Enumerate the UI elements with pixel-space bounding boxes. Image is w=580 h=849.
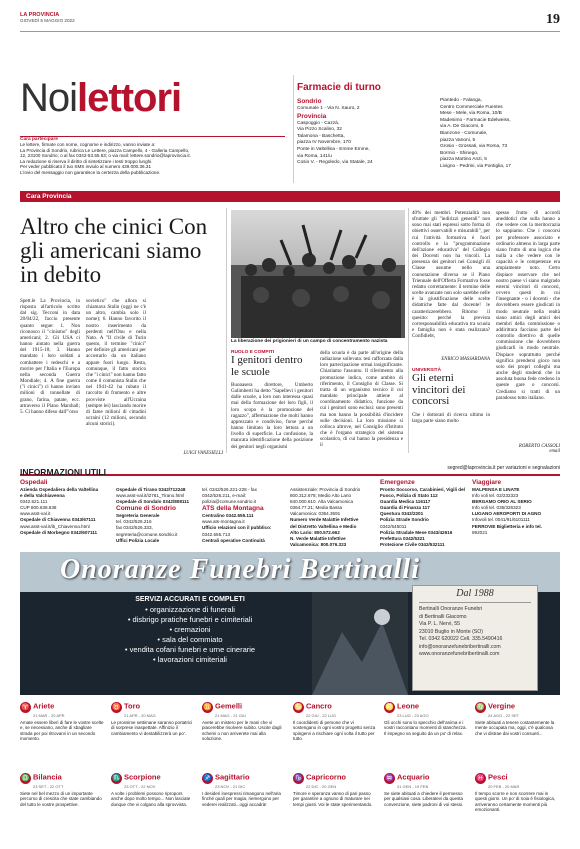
zodiac-text: Siete nel bel mezzo di un importante percorso di crescita che state cambiando del tutto le vostre prospettive.: [20, 790, 102, 807]
farmacie-sondrio-line: Comunale 1 - Via N. Sauro, 2: [297, 106, 360, 111]
zodiac-icon: ♊: [203, 704, 212, 711]
article-genitori-kicker: RUOLO E COMPITI: [231, 350, 275, 355]
zodiac-header: [384, 773, 468, 784]
contact-line: Per veder pubblicato il tuo SMS inviulo al numero 439.000.36.31: [20, 164, 152, 170]
info-emergenze: [380, 479, 466, 548]
zodiac-icon: ♐: [203, 775, 212, 782]
zodiac-icon: ♉: [112, 704, 121, 711]
signature-email: email: [549, 449, 560, 454]
article-concorsi-col2: spesso frutto di accordi aneddotici che sulla hanno a che vedere con la meritocrazia lo sappiamo. Che i concorsi per professore associato e ordinario almeno in larga parte siano frutto di una logica che nulla a che vedere con le capacità e le competenze era ampiamente noto. Certo dispiace osservare che nel nostro paese vi siano malgrado esterni vincitori di concorsi, ovvero questi in cui l'insegnante - o i docenti - che dovrebbero essere giudicati in modo neutrale nella realtà siano amici degli amici dei membri della commissione o addirittura facciano parte del controllo direttivo di quelle commissione che dovrebbero giudicarli in modo neutrale. Dispiace soprattutto perché significa prendersi gioco non solo dei propri colleghi ma anche degli studenti che in assoluta buona fede credono in queste gare o concorsi. Crediamo si tratti di un paradosso tutto italiano.: [496, 210, 560, 401]
contact-line: Le lettere, firmate con nome, cognome e indirizzo, vanno inviate a:: [20, 142, 156, 147]
info-line: Centrali operative Continuità: [202, 537, 265, 543]
info-line: Segreteria Generale: [116, 513, 160, 519]
info-line: CUP 800.638.638: [20, 505, 57, 511]
section-title: [20, 78, 181, 118]
ad-services-title: SERVIZI ACCURATI E COMPLETI: [135, 596, 245, 603]
section-title-lettori: lettori: [77, 76, 182, 120]
ad-contact-line: info@onoranzefunebribertinalli.com: [419, 643, 501, 650]
zodiac-icon: ♍: [476, 704, 485, 711]
article-concorsi: [412, 368, 490, 424]
farmacia-item: Caspoggio - Cazzà,: [297, 120, 340, 126]
zodiac-dates: 23 OTT - 22 NOV: [124, 784, 156, 789]
article-genitori: [231, 350, 313, 457]
info-ats-heading: ATS della Montagna: [202, 505, 264, 513]
main-letter-col2-text: sovietico" che allora si chiamava Stalin (oggi ne c'è un altro, cambia solo il nome); 6. Hanno favorito il nostro inserimento da perdenti nell'Onu e nella Nato. A "Il civile di Turin questo, il termine "cinici" per definire gli americani per accostarlo da un italiano appare fuori luogo. Resta, comunque, il fatto storico che "i cinici" non hanno fatto come il comunista Stalin che nel 1941-42 ha rubato il raccolto di frumento e altre provviste all'Ucraina (sempre lei) lasciando morire di fame milioni di cittadini ucraini (12 milioni, secondo alcuni storici).: [86, 298, 146, 428]
info-viaggiare-heading: Viaggiare: [472, 479, 502, 486]
farmacie-provincia-heading: Provincia: [297, 112, 327, 120]
zodiac-header: [475, 702, 559, 713]
info-title: INFORMAZIONI UTILI: [20, 467, 106, 477]
signature-name: ROBERTO CASSOLI: [518, 444, 560, 449]
zodiac-header: [475, 773, 559, 784]
info-line: Info voli tel. 02/232323: [472, 493, 519, 499]
ad-contact-line: di Bertinalli Giacomo: [419, 613, 467, 620]
info-line: del Distretto Valtellina e Medio: [290, 523, 357, 529]
info-col2-lines: [116, 487, 198, 505]
zodiac-dates: 23 LUG - 23 AGO: [397, 713, 429, 718]
info-ats-lines: [202, 513, 284, 543]
info-line: Guardia Medica 116117: [380, 499, 431, 505]
zodiac-header: [111, 773, 195, 784]
info-line: Infovoli tel. 0041/91/6101111: [472, 517, 530, 523]
zodiac-header: [202, 702, 286, 713]
info-ospedali-heading: Ospedali: [20, 479, 48, 486]
funeral-ad: [20, 552, 560, 695]
info-line: MALPENSA E LINATE: [472, 487, 520, 492]
zodiac-text: Le prossime settimane saranno portatrici di sorprese inaspettate. Affinizio il cambiamento vi destabilizzerà un po'.: [111, 719, 193, 736]
zodiac-header: [293, 702, 377, 713]
info-line: Polizia Stradale Mese 0343/42616: [380, 529, 453, 535]
ad-contact-line: www.onoranzefunebribertinalli.com: [419, 651, 500, 657]
zodiac-dates: 23 NOV - 21 DIC: [215, 784, 246, 789]
article-genitori-title: I genitori dentro le scuole: [231, 354, 303, 378]
farmacie-sondrio-heading: Sondrio: [297, 98, 322, 105]
zodiac-sign: [202, 702, 286, 742]
zodiac-name: Leone: [397, 701, 420, 711]
zodiac-dates: 21 MAR - 20 APR: [33, 713, 65, 718]
farmacie-col1: [297, 98, 427, 167]
zodiac-header: [111, 702, 195, 713]
zodiac-header: [20, 702, 104, 713]
article-genitori-col2: della scuola è da parte all'origine della radiazione sollevata: tesi rafforzata dalla loro partecipazione ormai insignificante. Chiariamo l'assunto. Il riferimento alla promozione indica, come ambito di riferimento, il Consiglio di Classe. Si tratta di un organismo tecnico il cui mandato principale attiene al coordinamento didattico, funzione da cui i genitori sono esclusi: sono presenti ma non hanno la possibilità d'incidere sulle decisioni. La loro missione si colloca altrove, nel Consiglio d'Istituto che è l'organo strategico del sistema scolastico, di cui hanno la presidenza e il: [320, 350, 403, 449]
info-ospedali: [20, 479, 100, 536]
info-line: Centralino 0342.555.111: [202, 513, 254, 519]
article-concorsi-title: Gli eterni vincitori dei concorsi: [412, 372, 466, 407]
zodiac-dates: 22 GIU - 22 LUG: [306, 713, 337, 718]
zodiac-name: Capricorno: [306, 772, 347, 782]
zodiac-dates: 21 APR - 20 MAG: [124, 713, 156, 718]
zodiac-icon: ♑: [294, 775, 303, 782]
info-line: fax 0342/526.333,: [116, 525, 153, 531]
info-line: 0342.521.111: [20, 499, 48, 505]
ad-service-item: • disbrigo pratiche funebri e cimiteriali: [127, 615, 253, 624]
farmacia-item: Madesimo - Farmacie Edelweiss,: [440, 117, 511, 123]
info-emergenze-lines: [380, 487, 466, 548]
info-ospedali-lines: [20, 487, 100, 536]
zodiac-sign: [20, 702, 104, 742]
ad-service-item: • cremazioni: [169, 625, 211, 634]
zodiac-sign: [475, 702, 559, 736]
zodiac-dates: 23 SET - 22 OTT: [33, 784, 64, 789]
info-contact: segred@laprovincia.it per variazioni e segnalazioni: [447, 465, 560, 471]
zodiac-text: Siete abituati a tenere costantemente la mente occupata ma, oggi, c'è qualcosa che vi distrae dai vostri consueti...: [475, 719, 555, 736]
info-line: www.asst-val.it/i2761_Tirano.html: [116, 493, 185, 499]
info-line: Guardia di Finanza 117: [380, 505, 430, 511]
zodiac-sign: [384, 702, 468, 736]
main-headline: Altro che cinici Con gli americani siamo in debito: [20, 214, 208, 287]
zodiac-text: Avete un mistero per le mani che vi piacerebbe risolvere subito. Uscite dagli schemi o non arriverete mai alla soluzione.: [202, 719, 282, 742]
page-number: 19: [546, 12, 560, 27]
zodiac-name: Bilancia: [33, 772, 62, 782]
zodiac-dates: 24 AGO - 22 SET: [488, 713, 520, 718]
info-line: Valcamonica: 800.076.323: [290, 541, 347, 547]
crowd-photo-image: [231, 210, 405, 338]
zodiac-icon: ♏: [112, 775, 121, 782]
info-line: segreteria@comune.sondrio.it: [116, 531, 178, 537]
info-line: 800.312.678; Medio Alto Lario: [290, 493, 352, 499]
zodiac-icon: ♈: [21, 704, 30, 711]
contact-box: [20, 137, 285, 176]
zodiac-name: Gemelli: [215, 701, 243, 711]
info-line: N. Verde Malattie Infettive: [290, 535, 346, 541]
info-line: FERROVIE Biglietteria e info tel.: [472, 523, 542, 529]
zodiac-name: Ariete: [33, 701, 55, 711]
info-comune-lines: [116, 513, 198, 543]
farmacia-item: Mese - Mele, via Roma, 10/B: [440, 111, 502, 117]
info-line: 0364.77.21; Media Bassa: [290, 505, 343, 511]
ad-contact-line: Tel. 0342 620022 Cell. 335.5490416: [419, 636, 503, 642]
contact-line: 12, 23100 Sondrio; o al fax 0342-53.55.53; o via mail: lettere.sondrio@laprovincia.it.: [20, 153, 191, 159]
zodiac-text: Timore e speranza vanno di pari passo per garantire a ognuno di maturare nei tempi giusti. Voi le state sperimentando.: [293, 790, 373, 807]
main-letter-col1: Spett.le La Provincia, in risposta all'articolo scritto dal sig. Tecconi in data 28/04/22, faccio presente quanto segue: 1. Non riconosco il "cinismo" degli americani; 2. Gli USA ci hanno aiutato nella guerra del 1915-18; 3. Hanno mandato i loro soldati a combattere i tedeschi e a morire per l'Italia e l'Europa nella seconda Guerra Mondiale; 4. A fine guerra ("i cinici") ci hanno inviato milioni di tonnellate di grano, farina, patate, ecc. attraverso il Piano Marshall; 5. Ci hanno difeso dall'"orso: [20, 298, 80, 415]
ad-contact-line: Via P. L. Nervi, 55: [419, 621, 461, 627]
info-col2: [116, 487, 198, 544]
farmacia-item: Piantedo - Falanga,: [440, 98, 482, 103]
farmacia-item: Bianzone - Comunale,: [440, 130, 488, 136]
zodiac-sign: [20, 773, 104, 807]
main-letter-col3: [152, 298, 223, 448]
zodiac-header: [20, 773, 104, 784]
info-comune-heading: Comune di Sondrio: [116, 505, 176, 513]
divider: [408, 208, 409, 453]
info-line: Valcamonica: 0364.3691: [290, 511, 341, 517]
issue-date: GIOVEDÌ 5 MAGGIO 2022: [20, 18, 75, 23]
zodiac-icon: ♌: [385, 704, 394, 711]
zodiac-name: Toro: [124, 701, 141, 711]
info-line: 840.000.610. Alta Valcamonica: [290, 499, 353, 505]
farmacie-title: Farmacie di turno: [297, 82, 381, 93]
zodiac-name: Pesci: [488, 772, 508, 782]
info-line: tel. 0342/526.221-228 - fax: [202, 487, 257, 492]
info-line: LUGANO AEROPORTI DI AGNO: [472, 511, 542, 517]
zodiac-name: Cancro: [306, 701, 332, 711]
zodiac-sign: [111, 702, 195, 736]
contact-line: La redazione si riserva il diritto di sintetizzare i testi troppo lunghi.: [20, 158, 153, 164]
farmacia-item: Centro Commerciale Fuentes: [440, 104, 503, 110]
info-viaggiare-lines: [472, 487, 560, 536]
farmacie-list-1: [297, 121, 427, 167]
ad-services: [90, 596, 290, 665]
masthead: [20, 12, 560, 32]
divider: [293, 75, 294, 183]
ad-contact-line: Bertinalli Onoranze Funebri: [419, 606, 483, 612]
farmacie-list-2: [440, 98, 560, 171]
info-col3: [202, 487, 284, 544]
info-line: Ospedale di Chiavenna 0343/67111: [20, 517, 96, 523]
contact-line: La Provincia di Sondrio, rubrica Le Lettere, piazza Campello, 4 - Galleria Campello,: [20, 147, 190, 153]
info-line: Protezione Civile 0342/532111: [380, 541, 445, 547]
zodiac-name: Vergine: [488, 701, 516, 711]
zodiac-dates: 22 DIC - 20 GEN: [306, 784, 337, 789]
contact-line: L'invio del messaggio non garantisce la certezza della pubblicazione.: [20, 169, 161, 175]
farmacia-item: Ponte in Valtellina - Emme Emme,: [297, 146, 370, 152]
article-genitori-signature: ENRICO MASSARDANA: [441, 357, 490, 362]
main-letter-signature: LUIGI VANESIELLI: [183, 451, 223, 456]
section-title-noi: Noi: [20, 76, 78, 120]
zodiac-sign: [475, 773, 559, 813]
article-concorsi-col1: Che i dottorati di ricerca ultimo in larga parte siano molto: [412, 411, 490, 424]
divider: [226, 208, 227, 453]
contact-kicker: Cara partecipare: [20, 137, 58, 142]
zodiac-sign: [293, 702, 377, 742]
info-line: Alto Lario: 800.572.662: [290, 529, 340, 535]
ad-photo-image: [312, 592, 408, 695]
photo-caption: La liberazione dei prigionieri di un campo di concentramento nazista: [231, 339, 388, 344]
zodiac-icon: ♒: [385, 775, 394, 782]
ad-service-item: • lavorazioni cimiteriali: [153, 655, 227, 664]
info-line: Info voli tel. 035/326323: [472, 505, 521, 511]
info-line: Ospedale di Sondalo 0342/808111: [116, 499, 190, 505]
zodiac-dates: 21 GEN - 19 FEB: [397, 784, 429, 789]
info-line: BERGAMO ORIO AL SERIO: [472, 499, 532, 505]
info-line: www.asst-val.it/ib_Chiavenna.html: [20, 523, 90, 529]
info-line: 0342/526.211, e-mail:: [202, 493, 247, 499]
ad-service-item: • sala del commiato: [157, 635, 223, 644]
zodiac-name: Sagittario: [215, 772, 250, 782]
info-line: Azienda Ospedaliera della Valtellina e della Valchiavenna: [20, 487, 99, 499]
zodiac-dates: 21 MAG - 21 GIU: [215, 713, 246, 718]
main-letter-col2-a: [86, 298, 146, 448]
info-line: 892021: [472, 529, 488, 535]
info-line: www.asst-val.it: [20, 511, 51, 517]
info-emergenze-heading: Emergenze: [380, 479, 415, 486]
ad-contact-line: 23010 Buglio in Monte (SO): [419, 628, 484, 635]
zodiac-sign: [202, 773, 286, 807]
zodiac-sign: [384, 773, 468, 807]
zodiac-sign: [111, 773, 195, 807]
zodiac-icon: ♓: [476, 775, 485, 782]
info-line: Prefettura 0342/5321: [380, 535, 425, 541]
zodiac-text: Gli occhi sono lo specchio dell'anima e i vostri raccontano momenti di stanchezza. Il impegno va seguito da un po' di relax.: [384, 719, 467, 736]
farmacia-item: piazza IV Novembre, 170: [297, 140, 351, 146]
info-line: tel. 0342/526.216: [116, 519, 152, 525]
farmacia-item: Livigno - Pedrini, via Pontiglia, 17: [440, 163, 511, 169]
historical-photo: [231, 210, 405, 338]
info-line: www.ats-montagna.it: [202, 519, 245, 525]
article-genitori-col3: 40% dei membri. Potenzialità non sfruttate gli "indirizzi generali" non sono mai stati espressi sotto forma di obiettivi osservabili e misurabili", per cui l'attività formativa è fuori controllo e la "programmazione dell'azione educativa" del Collegio dei Docenti non ha vincoli. La presenza dei genitori nei Consigli di Classe assume nello una connotazione diversa se il Piano Triennale dell'Offerta Formativa fosse redatto correttamente: il termine delle scelte avanzate non solo sarebbe nelle è la giustificazione delle scelte didattiche fatte dal docente! le caratterizzerebbero. Ritorno il quesito: perché la prevista corresponsabilità educativa tra scuola e famiglia non è stata realizzata? Confidiebt,: [412, 210, 490, 340]
newspaper-brand: LA PROVINCIA: [20, 12, 60, 18]
ad-services-list: [90, 605, 290, 665]
ad-since: Dal 1988: [456, 588, 494, 599]
info-line: Ufficio relazioni con il pubblico:: [202, 525, 272, 531]
ad-service-item: • vendita cofani funebri e urne cinerarie: [124, 645, 256, 654]
farmacia-item: Grosio - Grossati, via Roma, 73: [440, 144, 508, 150]
zodiac-text: I desideri inespressi rimangono nell'aria finché quali per magia, riemergono per vederei realizzati...oggi accadrà!: [202, 790, 281, 807]
info-viaggiare: [472, 479, 560, 536]
info-line: Polizia Strade Sondrio: [380, 517, 429, 523]
zodiac-header: [293, 773, 377, 784]
info-line: Pronto Soccorso, Carabinieri, Vigili del Fuoco, Polizia di Stato 112: [380, 487, 465, 499]
farmacia-item: piazza Martino Anzi, 5: [440, 157, 487, 163]
info-line: Assistenziale: Provincia di Sondrio: [290, 487, 361, 492]
info-line: polizia@comune.sondrio.it: [202, 499, 256, 505]
article-concorsi-kicker: UNIVERSITÀ: [412, 368, 442, 373]
farmacia-item: via Roma, 141/u: [297, 153, 332, 159]
info-col3-lines: [202, 487, 284, 505]
farmacia-item: Talamona - Baschetta,: [297, 133, 345, 139]
zodiac-name: Acquario: [397, 772, 430, 782]
zodiac-icon: ♋: [294, 704, 303, 711]
zodiac-text: Il tempo scorre e non scorrere mai in questi giorni. Un po' di noia è fisiologica, arriveranno certamente momenti più emozionanti.: [475, 790, 556, 813]
article-genitori-col1: Buonasera direttore, Umberto Galimberti ha detto "Sapellevi i genitori dalle scuole, a loro non interessa quasi mai della formazione dei loro figli, il loro scopo è la promozione del ragazzo", affermazione che molti hanno apprezzato e condiviso, forse perché hanno limitato la loro lettura a un livello di superficie. La confusione, la mancata identificazione della posizione dei genitori negli organismi: [231, 382, 313, 450]
ad-service-item: • organizzazione di funerali: [145, 605, 235, 614]
ad-contact-card: [412, 585, 538, 691]
zodiac-name: Scorpione: [124, 772, 161, 782]
farmacia-item: via A. De Giacomi, 5: [440, 124, 484, 130]
zodiac-header: [202, 773, 286, 784]
info-line: Ospedale di Tirano 0342/712248: [116, 487, 186, 492]
zodiac-dates: 20 FEB - 20 MAR: [488, 784, 520, 789]
article-concorsi-signature: [496, 444, 560, 454]
info-line: Numero Verde Malattie Infettive: [290, 517, 359, 523]
zodiac-icon: ♎: [21, 775, 30, 782]
info-line: 0342.555.713: [202, 531, 231, 537]
info-col4: [290, 487, 372, 548]
info-line: 0342/545011: [380, 523, 407, 529]
info-line: Uffici Polizia Locale: [116, 537, 160, 543]
zodiac-text: Il coordidenti di persone che vi sostengano in ogni vostro progetto senza spingervi a rischiare ogni volta il tutto per tutto.: [293, 719, 376, 742]
farmacia-item: piazza Vanoni, 5: [440, 137, 476, 143]
zodiac-text: A volte i problemi possono ripropors anche dopo molto tempo... Non lasciate dunque che vi colgano alla sprovvista.: [111, 790, 191, 807]
ad-contact-lines: [413, 603, 537, 662]
zodiac-text: Amate essere liberi di fare le vostre scelte e, se necessario, anche di sbagliare strada per poi ritrovarvi in un secondo momento.: [20, 719, 104, 742]
farmacia-item: Via Pizzo Scalino, 32: [297, 127, 342, 133]
contact-lines: [20, 142, 285, 176]
info-line: Questura 0342/2201: [380, 511, 424, 517]
farmacia-item: Cosio V. - Regoledo, via Statale, 24: [297, 160, 373, 166]
cara-provincia-bar: Cara Provincia: [20, 191, 560, 202]
ad-title: Onoranze Funebri Bertinalli: [60, 554, 420, 585]
info-line: Ospedale di Morbegno 0342/607111: [20, 529, 98, 535]
zodiac-text: Se siete abituati a chiedere il permesso per qualsiasi cosa. Liberatevi da questa convenzione, siete padroni di voi stessi.: [384, 790, 464, 807]
farmacia-item: Bormio - Shinego,: [440, 150, 479, 156]
zodiac-header: [384, 702, 468, 713]
info-bar: [20, 462, 560, 476]
zodiac-sign: [293, 773, 377, 807]
